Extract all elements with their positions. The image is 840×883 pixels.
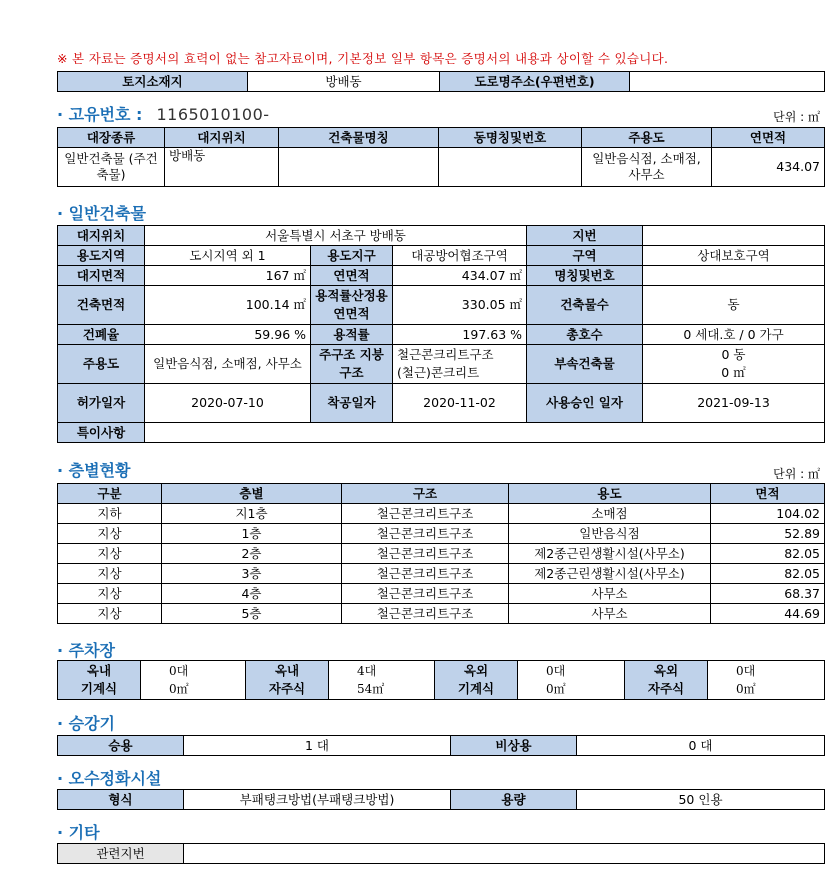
col-dong-name: 동명칭및번호 xyxy=(439,128,582,148)
table-row xyxy=(58,524,825,544)
parking-heading: · 주차장 xyxy=(57,641,116,660)
sewage-heading: · 오수정화시설 xyxy=(57,769,162,788)
elevator-table xyxy=(57,735,825,756)
general-building-table xyxy=(57,225,825,443)
floor-structure: 철근콘크리트구조 xyxy=(342,584,509,604)
building-count-value: 동 xyxy=(643,286,825,325)
road-address-value xyxy=(630,72,825,92)
floor-name: 1층 xyxy=(162,524,342,544)
parking-outdoor-mech-value xyxy=(518,661,625,700)
start-date-value: 2020-11-02 xyxy=(393,384,527,423)
etc-table xyxy=(57,843,825,864)
sewage-table xyxy=(57,789,825,810)
bcr-label: 건폐율 xyxy=(58,325,145,345)
far-label: 용적률 xyxy=(311,325,393,345)
sewage-type-value: 부패탱크방법(부패탱크방법) xyxy=(184,790,451,810)
roof-structure-value: (철근)콘크리트 xyxy=(397,365,480,380)
annex-cell xyxy=(643,345,825,384)
building-area-value: 100.14 ㎡ xyxy=(145,286,311,325)
area-label: 구역 xyxy=(527,246,643,266)
table-row xyxy=(58,604,825,624)
parking-label-line: 자주식 xyxy=(268,681,306,696)
unit-label: 단위 : ㎡ xyxy=(773,110,820,124)
floors-col-division: 구분 xyxy=(58,484,162,504)
floors-col-use: 용도 xyxy=(509,484,711,504)
floor-area: 68.37 xyxy=(711,584,825,604)
parking-indoor-self-value xyxy=(329,661,435,700)
floors-table xyxy=(57,483,825,624)
floor-area: 44.69 xyxy=(711,604,825,624)
elevator-passenger-label: 승용 xyxy=(58,736,184,756)
floor-area: 52.89 xyxy=(711,524,825,544)
floor-name: 5층 xyxy=(162,604,342,624)
dong-name-value xyxy=(439,148,582,187)
start-date-label: 착공일자 xyxy=(311,384,393,423)
parking-count: 0대 xyxy=(169,664,189,678)
road-address-label: 도로명주소(우편번호) xyxy=(440,72,630,92)
parking-label-line: 옥내 xyxy=(274,663,300,678)
naming-value xyxy=(643,266,825,286)
floor-name: 2층 xyxy=(162,544,342,564)
parking-area: 0㎡ xyxy=(546,682,566,696)
floor-name: 4층 xyxy=(162,584,342,604)
structure-label: 주구조 지붕구조 xyxy=(311,345,393,384)
structure-cell xyxy=(393,345,527,384)
land-location-label: 토지소재지 xyxy=(58,72,248,92)
naming-label: 명칭및번호 xyxy=(527,266,643,286)
elevator-emergency-value: 0 대 xyxy=(577,736,825,756)
bcr-value: 59.96 % xyxy=(145,325,311,345)
permit-date-value: 2020-07-10 xyxy=(145,384,311,423)
parking-indoor-mech-value xyxy=(141,661,246,700)
parking-label-line: 옥내 xyxy=(86,663,112,678)
parking-outdoor-self-label xyxy=(625,661,708,700)
area-value: 상대보호구역 xyxy=(643,246,825,266)
elevator-passenger-value: 1 대 xyxy=(184,736,451,756)
col-total-area: 연면적 xyxy=(712,128,825,148)
floor-area: 104.02 xyxy=(711,504,825,524)
parking-outdoor-mech-label xyxy=(435,661,518,700)
total-area-value: 434.07 xyxy=(712,148,825,187)
site-area-label: 대지면적 xyxy=(58,266,145,286)
unique-number-value: 1165010100- xyxy=(156,105,270,124)
parking-table xyxy=(57,660,825,700)
col-ledger-type: 대장종류 xyxy=(58,128,165,148)
floor-area: 82.05 xyxy=(711,564,825,584)
floor-division: 지상 xyxy=(58,544,162,564)
unique-number-label: · 고유번호 : xyxy=(57,105,143,124)
floors-col-area: 면적 xyxy=(711,484,825,504)
land-location-value: 방배동 xyxy=(248,72,440,92)
permit-date-label: 허가일자 xyxy=(58,384,145,423)
zone-value: 도시지역 외 1 xyxy=(145,246,311,266)
main-use-label: 주용도 xyxy=(58,345,145,384)
district-value: 대공방어협조구역 xyxy=(393,246,527,266)
households-value: 0 세대.호 / 0 가구 xyxy=(643,325,825,345)
col-building-name: 건축물명칭 xyxy=(279,128,439,148)
floor-use: 사무소 xyxy=(509,604,711,624)
far-value: 197.63 % xyxy=(393,325,527,345)
table-row xyxy=(58,544,825,564)
parking-label-line: 기계식 xyxy=(80,681,118,696)
unique-number-heading xyxy=(57,102,270,125)
table-row xyxy=(58,564,825,584)
parking-area: 0㎡ xyxy=(169,682,189,696)
site-location-full: 서울특별시 서초구 방배동 xyxy=(145,226,527,246)
floor-division: 지상 xyxy=(58,604,162,624)
parking-label-line: 옥외 xyxy=(653,663,679,678)
main-structure-value: 철근콘크리트구조 xyxy=(397,347,494,362)
sewage-capacity-label: 용량 xyxy=(451,790,577,810)
floors-col-structure: 구조 xyxy=(342,484,509,504)
elevator-heading: · 승강기 xyxy=(57,714,116,733)
etc-heading: · 기타 xyxy=(57,823,100,842)
zone-label: 용도지역 xyxy=(58,246,145,266)
annex-label: 부속건축물 xyxy=(527,345,643,384)
floor-structure: 철근콘크리트구조 xyxy=(342,504,509,524)
floor-structure: 철근콘크리트구조 xyxy=(342,564,509,584)
ledger-type-value: 일반건축물 (주건축물) xyxy=(58,148,165,187)
district-label: 용도지구 xyxy=(311,246,393,266)
floor-division: 지상 xyxy=(58,564,162,584)
floor-area: 82.05 xyxy=(711,544,825,564)
floor-use: 제2종근린생활시설(사무소) xyxy=(509,564,711,584)
col-main-use: 주용도 xyxy=(582,128,712,148)
main-use-value: 일반음식점, 소매점, 사무소 xyxy=(582,148,712,187)
site-location-label: 대지위치 xyxy=(58,226,145,246)
table-row xyxy=(58,504,825,524)
parking-area: 54㎡ xyxy=(357,682,385,696)
total-floor-area-label: 연면적 xyxy=(311,266,393,286)
address-table xyxy=(57,71,825,92)
elevator-emergency-label: 비상용 xyxy=(451,736,577,756)
remarks-value xyxy=(145,423,825,443)
total-floor-area-value: 434.07 ㎡ xyxy=(393,266,527,286)
floor-use: 제2종근린생활시설(사무소) xyxy=(509,544,711,564)
building-count-label: 건축물수 xyxy=(527,286,643,325)
remarks-label: 특이사항 xyxy=(58,423,145,443)
floor-use: 소매점 xyxy=(509,504,711,524)
annex-area-value: 0 ㎡ xyxy=(721,365,746,380)
main-use-detail: 일반음식점, 소매점, 사무소 xyxy=(145,345,311,384)
parking-label-line: 옥외 xyxy=(463,663,489,678)
floors-unit-label: 단위 : ㎡ xyxy=(773,467,820,481)
sewage-capacity-value: 50 인용 xyxy=(577,790,825,810)
parking-area: 0㎡ xyxy=(736,682,756,696)
general-building-heading: · 일반건축물 xyxy=(57,204,146,223)
disclaimer-notice: ※ 본 자료는 증명서의 효력이 없는 참고자료이며, 기본정보 일부 항목은 증명서의 내용과 상이할 수 있습니다. xyxy=(57,51,669,66)
far-area-value: 330.05 ㎡ xyxy=(393,286,527,325)
site-area-value: 167 ㎡ xyxy=(145,266,311,286)
parking-indoor-self-label xyxy=(246,661,329,700)
floor-structure: 철근콘크리트구조 xyxy=(342,604,509,624)
parking-count: 0대 xyxy=(736,664,756,678)
ledger-summary-table xyxy=(57,127,825,187)
floors-col-floor: 층별 xyxy=(162,484,342,504)
floor-use: 일반음식점 xyxy=(509,524,711,544)
approval-date-label: 사용승인 일자 xyxy=(527,384,643,423)
lot-number-value xyxy=(643,226,825,246)
parking-count: 4대 xyxy=(357,664,377,678)
site-location-value: 방배동 xyxy=(165,148,279,187)
parking-count: 0대 xyxy=(546,664,566,678)
table-row xyxy=(58,584,825,604)
floor-name: 지1층 xyxy=(162,504,342,524)
floor-division: 지하 xyxy=(58,504,162,524)
parking-outdoor-self-value xyxy=(708,661,825,700)
floors-heading: · 층별현황 xyxy=(57,461,131,480)
floor-division: 지상 xyxy=(58,524,162,544)
building-area-label: 건축면적 xyxy=(58,286,145,325)
building-name-value xyxy=(279,148,439,187)
approval-date-value: 2021-09-13 xyxy=(643,384,825,423)
lot-number-label: 지번 xyxy=(527,226,643,246)
sewage-type-label: 형식 xyxy=(58,790,184,810)
related-lot-value xyxy=(184,844,825,864)
floor-division: 지상 xyxy=(58,584,162,604)
parking-indoor-mech-label xyxy=(58,661,141,700)
floor-structure: 철근콘크리트구조 xyxy=(342,544,509,564)
floor-use: 사무소 xyxy=(509,584,711,604)
annex-count-value: 0 동 xyxy=(721,347,746,362)
parking-label-line: 자주식 xyxy=(647,681,685,696)
floor-structure: 철근콘크리트구조 xyxy=(342,524,509,544)
parking-label-line: 기계식 xyxy=(457,681,495,696)
related-lot-label: 관련지번 xyxy=(58,844,184,864)
far-area-label: 용적률산정용 연면적 xyxy=(311,286,393,325)
floor-name: 3층 xyxy=(162,564,342,584)
households-label: 총호수 xyxy=(527,325,643,345)
col-site-location: 대지위치 xyxy=(165,128,279,148)
